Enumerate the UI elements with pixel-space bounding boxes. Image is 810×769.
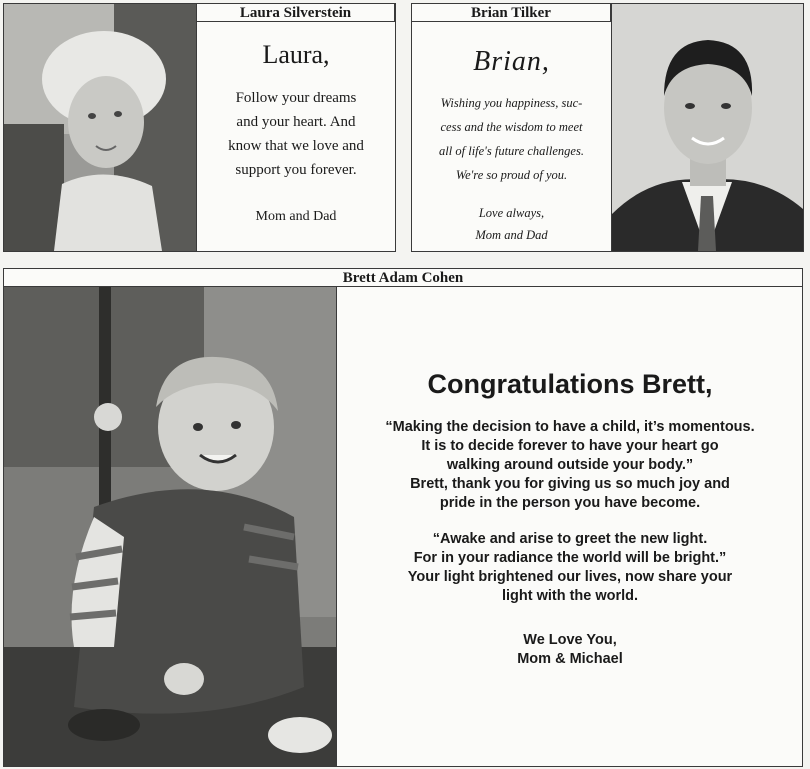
brian-message bbox=[412, 91, 611, 187]
message-line: Wishing you happiness, suc- bbox=[440, 96, 583, 110]
quote-line: It is to decide forever to have your heart go bbox=[421, 438, 719, 454]
signature-line: Mom & Michael bbox=[517, 651, 623, 667]
brett-quote-2 bbox=[338, 530, 802, 606]
brett-quote-1 bbox=[338, 418, 802, 513]
laura-message bbox=[197, 86, 395, 182]
brett-headline: Congratulations Brett, bbox=[427, 369, 713, 399]
quote-line: Brett, thank you for giving us so much joy and bbox=[410, 476, 730, 492]
young-man-portrait-photo bbox=[612, 4, 803, 251]
quote-line: “Making the decision to have a child, it’s momentous. bbox=[385, 419, 755, 435]
message-line: know that we love and bbox=[228, 138, 364, 154]
signature-line: We Love You, bbox=[523, 632, 617, 648]
brian-signature bbox=[412, 202, 611, 246]
signature-line: Love always, bbox=[478, 206, 545, 220]
laura-header: Laura Silverstein bbox=[196, 4, 395, 22]
brett-header: Brett Adam Cohen bbox=[4, 269, 802, 287]
quote-line: pride in the person you have become. bbox=[439, 495, 701, 511]
quote-line: walking around outside your body.” bbox=[446, 457, 694, 473]
quote-line: light with the world. bbox=[501, 588, 639, 604]
quote-line: For in your radiance the world will be bright.” bbox=[413, 550, 727, 566]
message-line: and your heart. And bbox=[236, 114, 356, 130]
quote-line: “Awake and arise to greet the new light. bbox=[432, 531, 708, 547]
laura-signature: Mom and Dad bbox=[255, 209, 337, 224]
child-portrait-photo bbox=[4, 4, 196, 251]
brett-signature bbox=[338, 631, 802, 669]
toddler-sitting-photo bbox=[4, 287, 336, 766]
message-line: cess and the wisdom to meet bbox=[440, 120, 583, 134]
signature-line: Mom and Dad bbox=[475, 228, 548, 242]
message-line: We're so proud of you. bbox=[455, 168, 568, 182]
brian-ad bbox=[411, 3, 804, 252]
brian-salutation: Brian, bbox=[473, 46, 550, 77]
message-line: support you forever. bbox=[235, 162, 357, 178]
brett-ad bbox=[3, 268, 803, 767]
message-line: all of life's future challenges. bbox=[439, 144, 584, 158]
laura-ad bbox=[3, 3, 396, 252]
brian-header: Brian Tilker bbox=[412, 4, 611, 22]
message-line: Follow your dreams bbox=[235, 90, 357, 106]
laura-salutation: Laura, bbox=[262, 40, 330, 69]
quote-line: Your light brightened our lives, now share your bbox=[407, 569, 733, 585]
